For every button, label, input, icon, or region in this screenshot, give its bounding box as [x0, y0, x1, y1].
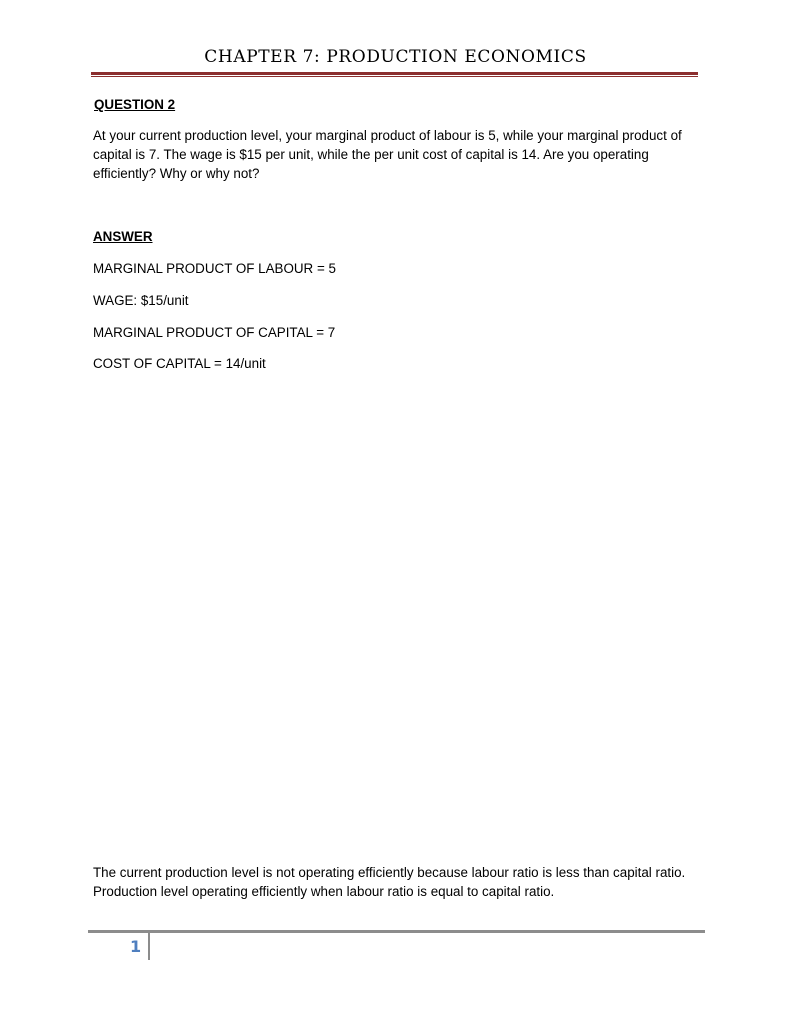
answer-conclusion: The current production level is not operating efficiently because labour ratio is less than capital ratio. Production level operating efficiently when labour ratio is equal to capital ratio.	[93, 865, 686, 899]
answer-heading: ANSWER	[93, 229, 153, 244]
chapter-title: CHAPTER 7: PRODUCTION ECONOMICS	[204, 47, 587, 67]
answer-line-capital: MARGINAL PRODUCT OF CAPITAL = 7	[93, 325, 336, 340]
header-rule	[91, 72, 698, 75]
answer-line-cost-of-capital: COST OF CAPITAL = 14/unit	[93, 356, 266, 371]
page-number: 1	[130, 937, 142, 956]
footer-divider	[148, 933, 150, 960]
answer-line-wage: WAGE: $15/unit	[93, 293, 189, 308]
question-heading: QUESTION 2	[94, 97, 176, 112]
footer-rule	[88, 930, 705, 933]
header-rule-thin	[91, 76, 698, 77]
question-text: At your current production level, your marginal product of labour is 5, while your marginal product of capital is 7. The wage is $15 per unit, while the per unit cost of capital is 14. Are you operating efficiently? Why or why not?	[93, 128, 682, 181]
answer-line-labour: MARGINAL PRODUCT OF LABOUR = 5	[93, 261, 336, 276]
